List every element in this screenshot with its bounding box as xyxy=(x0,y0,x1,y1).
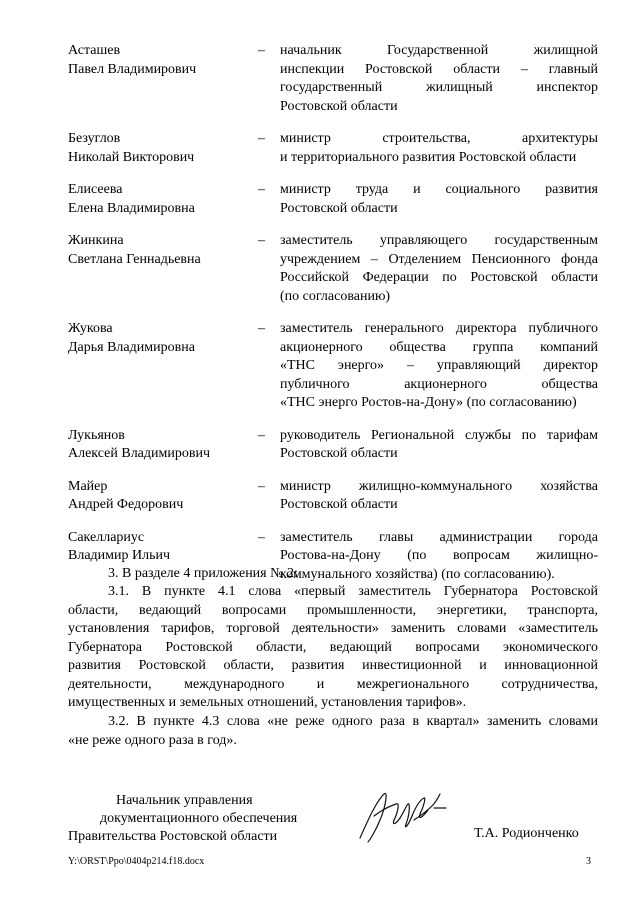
member-role-line: министр труда и социального развития xyxy=(280,182,598,197)
signatory-name: Т.А. Родионченко xyxy=(474,826,579,841)
member-role-line: государственный жилищный инспектор xyxy=(280,80,598,95)
member-name xyxy=(68,320,254,413)
member-role xyxy=(280,181,598,218)
member-surname: Безуглов xyxy=(68,131,121,146)
position-line-2: документационного обеспечения xyxy=(100,811,298,826)
member-role-line: руководитель Региональной службы по тарифам xyxy=(280,427,598,443)
member-dash: – xyxy=(258,182,265,197)
member-name xyxy=(68,130,254,167)
paragraph-line: деятельности, международного и межрегионального сотрудничества, xyxy=(68,676,598,692)
member-role xyxy=(280,42,598,116)
member-role-line: (по согласованию) xyxy=(280,288,391,304)
paragraph-line: имущественных и земельных отношений, установления тарифов». xyxy=(68,695,467,710)
position-line-3: Правительства Ростовской области xyxy=(68,829,278,844)
member-row xyxy=(68,427,598,464)
member-dash: – xyxy=(258,427,265,443)
footer-file-path: Y:\ORST\Ppo\0404p214.f18.docx xyxy=(68,856,205,867)
member-role-line: Ростовской области xyxy=(280,98,398,114)
member-role-line: Ростова-на-Дону (по вопросам жилищно- xyxy=(280,548,598,563)
member-given-names: Андрей Федорович xyxy=(68,497,184,512)
member-surname: Лукьянов xyxy=(68,427,125,443)
member-role-line: Ростовской области xyxy=(280,497,398,512)
member-given-names: Николай Викторович xyxy=(68,149,195,165)
member-name xyxy=(68,232,254,306)
member-name xyxy=(68,427,254,464)
member-role-line: акционерного общества группа компаний xyxy=(280,339,598,355)
member-surname: Елисеева xyxy=(68,182,123,197)
section-3-heading: 3. В разделе 4 приложения № 2: xyxy=(108,566,298,581)
member-role-line: «ТНС энерго» – управляющий директор xyxy=(280,358,598,373)
member-role-line: заместитель генерального директора публичного xyxy=(280,321,598,336)
member-role-line: публичного акционерного общества xyxy=(280,376,598,392)
member-list xyxy=(68,42,598,598)
member-role-line: начальник Государственной жилищной xyxy=(280,43,598,58)
member-dash: – xyxy=(258,529,265,545)
member-role-line: Ростовской области xyxy=(280,446,398,461)
member-name xyxy=(68,478,254,515)
member-dash: – xyxy=(258,478,265,494)
member-surname: Жукова xyxy=(68,321,113,336)
member-role-line: учреждением – Отделением Пенсионного фонда xyxy=(280,251,598,267)
member-row xyxy=(68,232,598,306)
member-role-line: «ТНС энерго Ростов-на-Дону» (по согласованию) xyxy=(280,395,577,410)
member-role-line: Ростовской области xyxy=(280,200,398,216)
member-surname: Сакеллариус xyxy=(68,529,145,545)
member-dash: – xyxy=(258,131,265,146)
member-role-line: министр строительства, архитектуры xyxy=(280,131,598,146)
paragraph-line: развития Ростовской области, развития инвестиционной и инновационной xyxy=(68,658,598,673)
paragraph-line: Губернатора Ростовской области, ведающий вопросами экономического xyxy=(68,639,598,655)
member-role-line: коммунального хозяйства) (по согласованию). xyxy=(280,566,555,582)
member-row xyxy=(68,130,598,167)
member-row xyxy=(68,42,598,116)
member-role-line: заместитель главы администрации города xyxy=(280,529,598,545)
member-given-names: Владимир Ильич xyxy=(68,548,171,563)
member-role-line: инспекции Ростовской области – главный xyxy=(280,61,598,77)
paragraph-line: области, ведающий вопросами промышленности, энергетики, транспорта, xyxy=(68,602,598,618)
paragraph-3-1 xyxy=(68,583,598,713)
member-dash: – xyxy=(258,233,265,248)
signatory-position xyxy=(68,792,308,846)
member-given-names: Алексей Владимирович xyxy=(68,446,211,461)
member-row xyxy=(68,478,598,515)
member-name xyxy=(68,181,254,218)
paragraph-line: 3.2. В пункте 4.3 слова «не реже одного раза в квартал» заменить словами xyxy=(108,714,598,729)
handwritten-signature xyxy=(340,780,460,855)
member-role-line: Российской Федерации по Ростовской области xyxy=(280,270,598,285)
member-given-names: Дарья Владимировна xyxy=(68,339,195,355)
member-surname: Жинкина xyxy=(68,233,124,248)
member-role xyxy=(280,427,598,464)
member-surname: Асташев xyxy=(68,43,121,58)
member-role xyxy=(280,478,598,515)
footer-page-number: 3 xyxy=(586,856,591,867)
paragraph-line: «не реже одного раза в год». xyxy=(68,732,237,748)
member-role xyxy=(280,130,598,167)
member-name xyxy=(68,42,254,116)
member-role-line: заместитель управляющего государственным xyxy=(280,233,598,248)
member-role xyxy=(280,320,598,413)
member-given-names: Светлана Геннадьевна xyxy=(68,251,201,267)
paragraph-line: 3.1. В пункте 4.1 слова «первый заместитель Губернатора Ростовской xyxy=(108,584,598,599)
member-row xyxy=(68,320,598,413)
member-dash: – xyxy=(258,43,265,58)
member-given-names: Елена Владимировна xyxy=(68,200,195,216)
member-given-names: Павел Владимирович xyxy=(68,61,197,77)
member-role xyxy=(280,232,598,306)
paragraph-line: установления тарифов, торговой деятельности» заменить словами «заместитель xyxy=(68,621,598,636)
member-row xyxy=(68,181,598,218)
member-role-line: и территориального развития Ростовской области xyxy=(280,149,577,165)
paragraph-3-2 xyxy=(68,713,598,750)
member-dash: – xyxy=(258,321,265,336)
position-line-1: Начальник управления xyxy=(116,793,253,808)
member-surname: Майер xyxy=(68,478,108,494)
member-role-line: министр жилищно-коммунального хозяйства xyxy=(280,478,598,494)
